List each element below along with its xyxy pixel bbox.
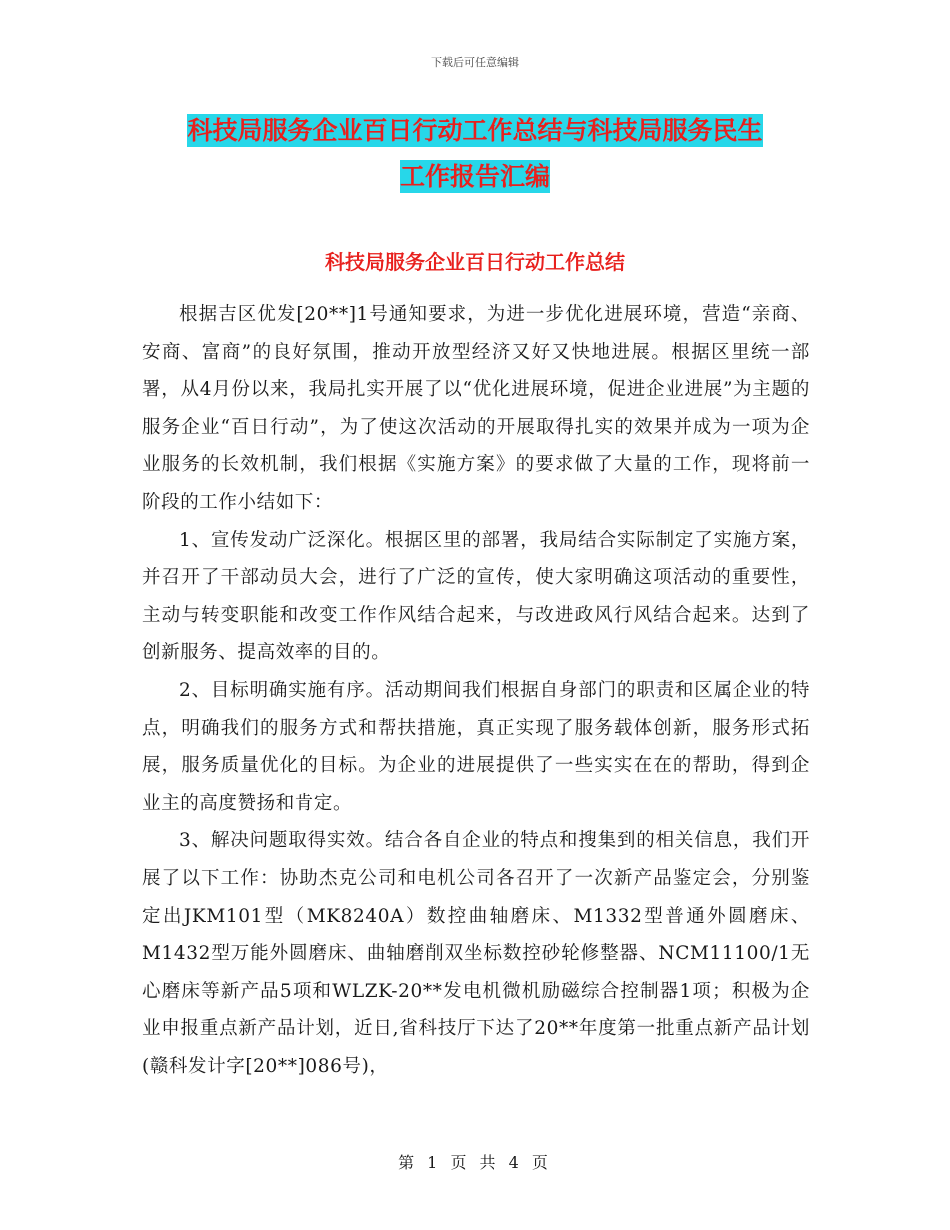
body-content [142,296,810,1085]
document-title [120,108,830,200]
paragraph-item-3: 3、解决问题取得实效。结合各自企业的特点和搜集到的相关信息，我们开展了以下工作：协助杰克公司和电机公司各召开了一次新产品鉴定会，分别鉴定出JKM101型（MK8240A）数控曲轴磨床、M1332型普通外圆磨床、M1432型万能外圆磨床、曲轴磨削双坐标数控砂轮修整器、NCM11100/1无心磨床等新产品5项和WLZK-20**发电机微机励磁综合控制器1项；积极为企业申报重点新产品计划，近日,省科技厅下达了20**年度第一批重点新产品计划(赣科发计字[20**]086号)， [142,830,810,1077]
paragraph-intro: 根据吉区优发[20**]1号通知要求，为进一步优化进展环境，营造“亲商、安商、富商”的良好氛围，推动开放型经济又好又快地进展。根据区里统一部署，从4月份以来，我局扎实开展了以“优化进展环境，促进企业进展”为主题的服务企业“百日行动”，为了使这次活动的开展取得扎实的效果并成为一项为企业服务的长效机制，我们根据《实施方案》的要求做了大量的工作，现将前一阶段的工作小结如下： [142,304,810,513]
document-title-line-1: 科技局服务企业百日行动工作总结与科技局服务民生 [187,116,763,145]
document-title-line-2: 工作报告汇编 [399,162,550,191]
paragraph-item-2: 2、目标明确实施有序。活动期间我们根据自身部门的职责和区属企业的特点，明确我们的服务方式和帮扶措施，真正实现了服务载体创新，服务形式拓展，服务质量优化的目标。为企业的进展提供了一些实实在在的帮助，得到企业主的高度赞扬和肯定。 [142,679,810,814]
section-title: 科技局服务企业百日行动工作总结 [325,250,625,274]
page-footer: 第 1 页 共 4 页 [398,1153,552,1172]
header-note: 下载后可任意编辑 [431,56,519,69]
paragraph-item-1: 1、宣传发动广泛深化。根据区里的部署，我局结合实际制定了实施方案，并召开了干部动员大会，进行了广泛的宣传，使大家明确这项活动的重要性，主动与转变职能和改变工作作风结合起来，与改进政风行风结合起来。达到了创新服务、提高效率的目的。 [142,529,810,664]
